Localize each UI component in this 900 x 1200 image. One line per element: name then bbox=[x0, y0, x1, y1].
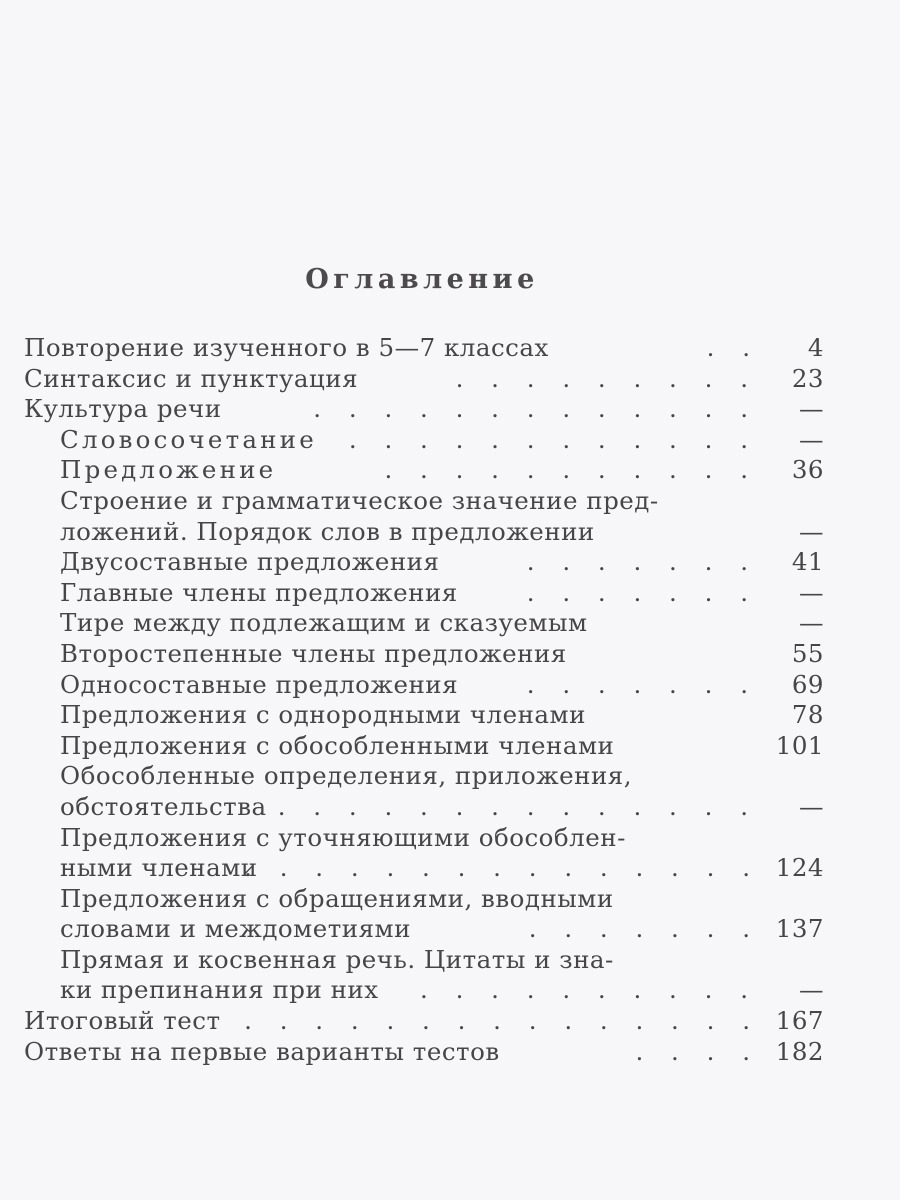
toc-entry-page: — bbox=[799, 577, 824, 607]
toc-entry-title: ложений. Порядок слов в предложении bbox=[60, 516, 595, 546]
dot-leader: . . . . . . . . . . . . bbox=[348, 424, 758, 454]
dot-leader: . . . . . . . bbox=[528, 914, 760, 944]
dot-leader: . . . . bbox=[635, 1036, 760, 1066]
toc-entry[interactable] bbox=[24, 823, 824, 854]
dot-leader: . . . . . . . . . . . . . . bbox=[277, 791, 758, 821]
dot-leader: . . . . . . . . . . . bbox=[384, 455, 758, 485]
dot-leader: . . . . . . . . . . . . . . . bbox=[244, 853, 760, 883]
toc-entry-page: 23 bbox=[791, 363, 824, 393]
table-of-contents bbox=[24, 333, 824, 1067]
toc-entry-title: Второстепенные члены предложения bbox=[60, 638, 567, 668]
toc-entry[interactable] bbox=[24, 700, 824, 731]
toc-entry-page: 36 bbox=[791, 455, 824, 485]
toc-entry-page: 124 bbox=[775, 853, 824, 883]
toc-entry-page: 41 bbox=[791, 547, 824, 577]
toc-entry[interactable] bbox=[24, 731, 824, 762]
toc-entry[interactable] bbox=[24, 455, 824, 486]
page-title: Оглавление bbox=[305, 264, 539, 295]
toc-entry-title: Ответы на первые варианты тестов bbox=[24, 1036, 500, 1066]
dot-leader: . . . . . . . bbox=[526, 577, 758, 607]
toc-entry-page: — bbox=[799, 975, 824, 1005]
toc-entry-title: Словосочетание bbox=[60, 424, 317, 454]
toc-entry[interactable] bbox=[24, 486, 824, 517]
toc-entry[interactable] bbox=[24, 1037, 824, 1068]
toc-entry-title: ки препинания при них bbox=[60, 975, 379, 1005]
toc-entry-title: Прямая и косвенная речь. Цитаты и зна- bbox=[60, 944, 614, 974]
toc-entry[interactable] bbox=[24, 578, 824, 609]
toc-entry-page: 69 bbox=[791, 669, 824, 699]
toc-entry[interactable] bbox=[24, 670, 824, 701]
toc-entry-title: ными членами bbox=[60, 853, 258, 883]
toc-entry[interactable] bbox=[24, 761, 824, 792]
toc-entry-page: 137 bbox=[775, 914, 824, 944]
dot-leader: . . . . . . . bbox=[526, 547, 758, 577]
toc-entry-page: 4 bbox=[807, 333, 824, 362]
dot-leader: . . . . . . . . . bbox=[455, 363, 758, 393]
toc-entry[interactable] bbox=[24, 425, 824, 456]
toc-entry-title: Строение и грамматическое значение пред- bbox=[60, 485, 659, 515]
toc-entry-page: 78 bbox=[791, 700, 824, 730]
toc-entry[interactable] bbox=[24, 975, 824, 1006]
toc-entry-page: — bbox=[799, 516, 824, 546]
dot-leader: . . . . . . . . . . . . . . . bbox=[244, 1006, 760, 1036]
toc-entry-page: 167 bbox=[775, 1006, 824, 1036]
toc-entry[interactable] bbox=[24, 792, 824, 823]
toc-entry[interactable] bbox=[24, 1006, 824, 1037]
toc-entry[interactable] bbox=[24, 547, 824, 578]
toc-entry-page: — bbox=[799, 608, 824, 638]
toc-entry-title: Односоставные предложения bbox=[60, 669, 459, 699]
toc-entry-title: Двусоставные предложения bbox=[60, 547, 440, 577]
toc-entry-title: Предложения с обращениями, вводными bbox=[60, 883, 614, 913]
toc-entry[interactable] bbox=[24, 394, 824, 425]
toc-entry-title: Предложения с уточняющими обособлен- bbox=[60, 822, 626, 852]
dot-leader: . . bbox=[706, 333, 760, 362]
toc-entry-page: 101 bbox=[775, 730, 824, 760]
toc-entry-title: Обособленные определения, приложения, bbox=[60, 761, 633, 791]
toc-entry-title: Тире между подлежащим и сказуемым bbox=[60, 608, 588, 638]
dot-leader: . . . . . . . bbox=[526, 669, 758, 699]
dot-leader: . . . . . . . . . . . . . bbox=[313, 394, 758, 424]
toc-entry-title: словами и междометиями bbox=[60, 914, 411, 944]
toc-entry[interactable] bbox=[24, 945, 824, 976]
toc-entry-title: Предложения с однородными членами bbox=[60, 700, 586, 730]
toc-entry[interactable] bbox=[24, 884, 824, 915]
toc-entry[interactable] bbox=[24, 333, 824, 364]
toc-entry-title: Культура речи bbox=[24, 394, 222, 424]
toc-entry-title: Предложение bbox=[60, 455, 277, 485]
toc-entry-title: Предложения с обособленными членами bbox=[60, 730, 615, 760]
toc-entry-title: Главные члены предложения bbox=[60, 577, 458, 607]
toc-entry-page: — bbox=[799, 394, 824, 424]
toc-entry-page: 182 bbox=[775, 1036, 824, 1066]
toc-entry[interactable] bbox=[24, 914, 824, 945]
toc-entry-page: — bbox=[799, 791, 824, 821]
toc-entry[interactable] bbox=[24, 853, 824, 884]
toc-entry-page: — bbox=[799, 424, 824, 454]
toc-entry[interactable] bbox=[24, 517, 824, 548]
toc-entry-title: обстоятельства bbox=[60, 791, 267, 821]
toc-entry[interactable] bbox=[24, 364, 824, 395]
dot-leader: . . . . . . . . . . bbox=[420, 975, 758, 1005]
toc-entry-title: Синтаксис и пунктуация bbox=[24, 363, 359, 393]
toc-entry-page: 55 bbox=[791, 638, 824, 668]
toc-entry-title: Итоговый тест bbox=[24, 1006, 221, 1036]
toc-entry[interactable] bbox=[24, 608, 824, 639]
toc-entry[interactable] bbox=[24, 639, 824, 670]
toc-entry-title: Повторение изученного в 5—7 классах bbox=[24, 333, 549, 362]
